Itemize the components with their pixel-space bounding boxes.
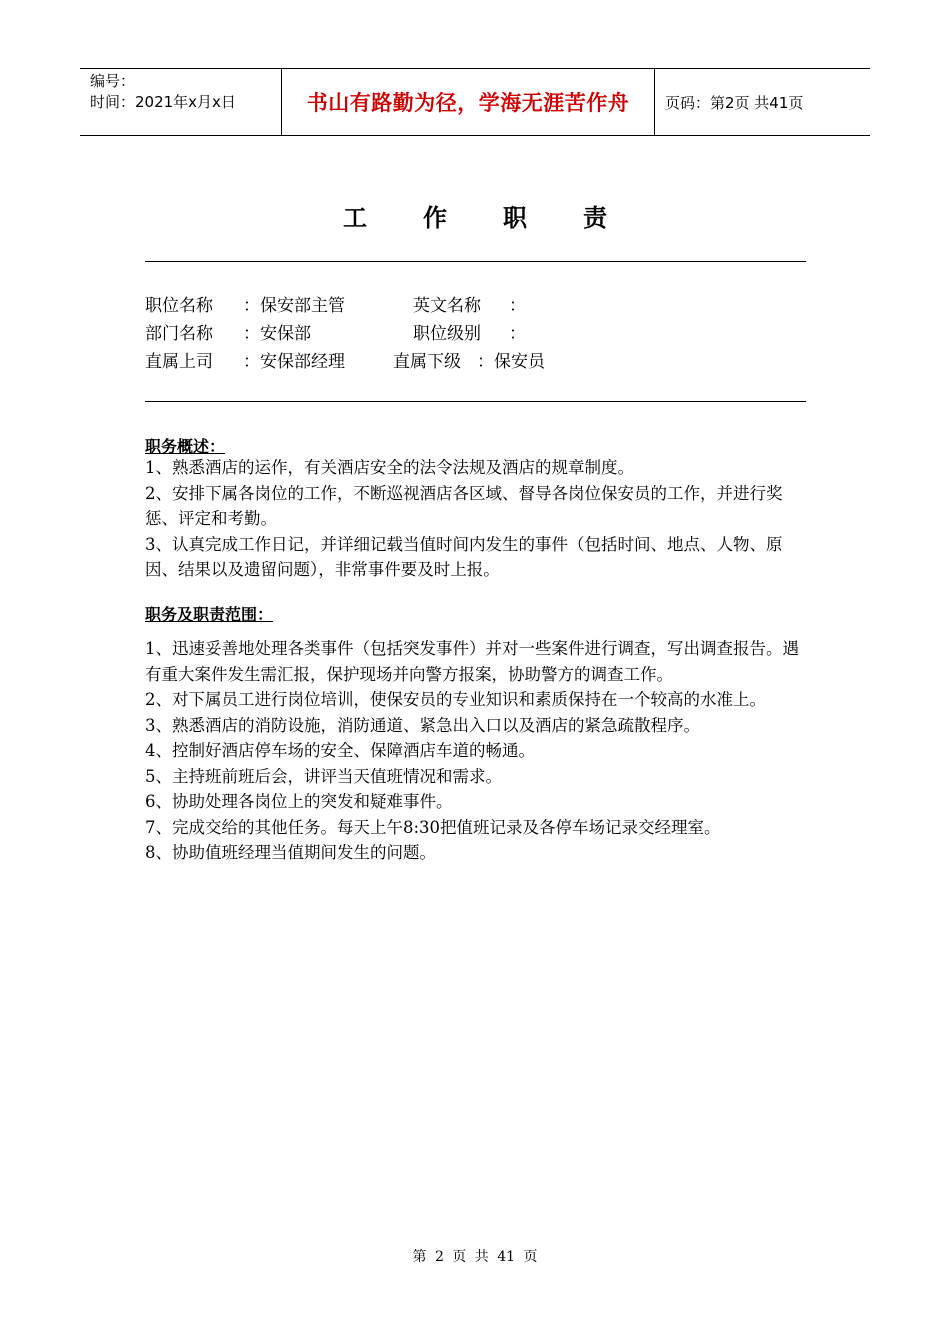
divider-bottom — [145, 401, 806, 402]
overview-item: 3、认真完成工作日记，并详细记载当值时间内发生的事件（包括时间、地点、人物、原因、结果以及遗留问题），非常事件要及时上报。 — [145, 534, 783, 579]
subordinate-value: ：保安员 — [477, 352, 545, 372]
document-date: 时间：2021年x月x日 — [90, 93, 236, 111]
header-page-info: 页码：第2页 共41页 — [665, 93, 804, 112]
scope-item: 3、熟悉酒店的消防设施，消防通道、紧急出入口以及酒店的紧急疏散程序。 — [145, 715, 700, 735]
position-name-value: ：保安部主管 — [243, 296, 345, 316]
header-motto: 书山有路勤为径，学海无涯苦作舟 — [282, 69, 655, 135]
overview-list — [145, 455, 810, 583]
scope-item: 5、主持班前班后会，讲评当天值班情况和需求。 — [145, 766, 502, 786]
level-value: ： — [509, 324, 526, 344]
scope-item: 2、对下属员工进行岗位培训，使保安员的专业知识和素质保持在一个较高的水准上。 — [145, 690, 766, 709]
scope-item: 6、协助处理各岗位上的突发和疑难事件。 — [145, 792, 453, 811]
document-title: 工作职责 — [343, 204, 663, 232]
subordinate-label: 直属下级 — [393, 352, 461, 372]
divider-top — [145, 261, 806, 262]
scope-list — [145, 636, 810, 866]
english-name-label: 英文名称 — [413, 296, 481, 316]
department-label: 部门名称 — [145, 324, 213, 344]
scope-item: 1、迅速妥善地处理各类事件（包括突发事件）并对一些案件进行调查，写出调查报告。遇有重大案件发生需汇报，保护现场并向警方报案，协助警方的调查工作。 — [145, 639, 799, 684]
header-table — [80, 68, 870, 136]
overview-item: 2、安排下属各岗位的工作，不断巡视酒店各区域、督导各岗位保安员的工作，并进行奖惩、评定和考勤。 — [145, 483, 783, 528]
level-label: 职位级别 — [413, 324, 481, 344]
header-meta-cell — [80, 69, 282, 135]
supervisor-label: 直属上司 — [145, 352, 213, 372]
scope-item: 8、协助值班经理当值期间发生的问题。 — [145, 843, 436, 862]
scope-item: 4、控制好酒店停车场的安全、保障酒店车道的畅通。 — [145, 741, 535, 760]
scope-item: 7、完成交给的其他任务。每天上午8:30把值班记录及各停车场记录交经理室。 — [145, 817, 721, 837]
page-footer: 第 2 页 共 41 页 — [412, 1249, 538, 1265]
scope-title: 职务及职责范围： — [145, 605, 274, 624]
department-value: ：安保部 — [243, 324, 311, 344]
overview-title: 职务概述： — [145, 437, 226, 456]
document-number: 编号： — [90, 72, 136, 90]
overview-item: 1、熟悉酒店的运作，有关酒店安全的法令法规及酒店的规章制度。 — [145, 458, 634, 477]
english-name-value: ： — [509, 296, 526, 316]
position-name-label: 职位名称 — [145, 296, 213, 316]
supervisor-value: ：安保部经理 — [243, 352, 345, 372]
